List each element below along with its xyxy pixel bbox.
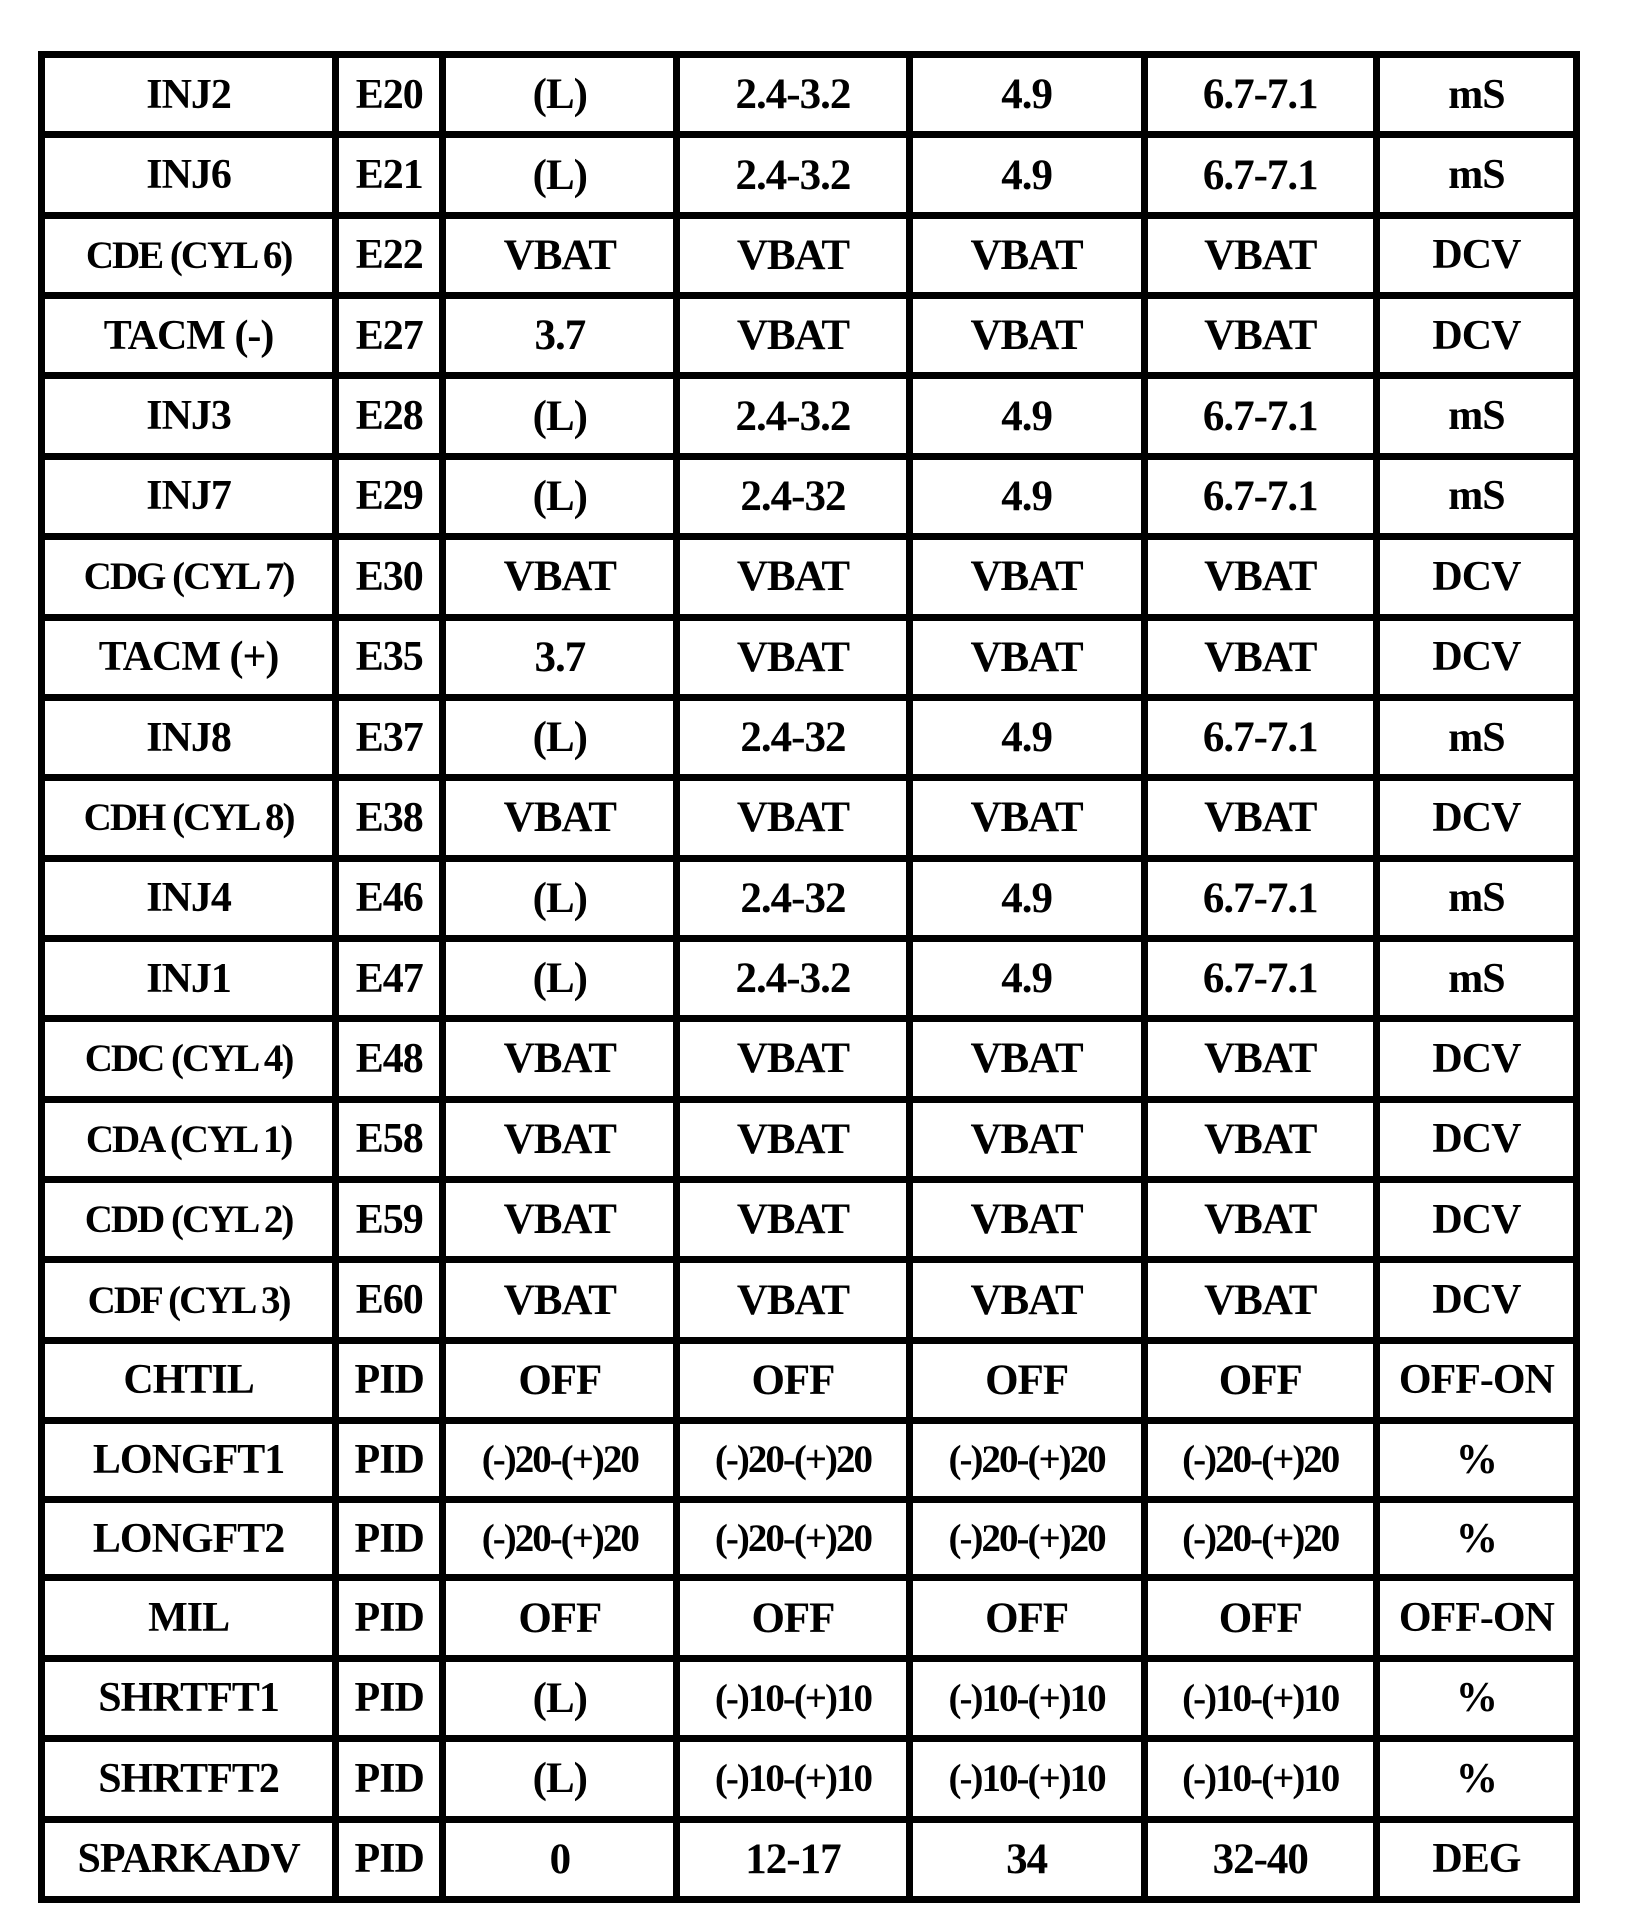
pin-cell: PID: [339, 1742, 439, 1815]
value-c-cell: 4.9: [913, 379, 1141, 452]
signal-cell: INJ1: [45, 942, 332, 1015]
value-b-cell: VBAT: [680, 1022, 905, 1095]
value-a-cell: (L): [446, 1662, 673, 1735]
value-c-cell: VBAT: [913, 219, 1141, 292]
unit-cell: %: [1380, 1742, 1573, 1815]
table-row: [45, 1581, 1573, 1654]
value-b-cell: 2.4-32: [680, 460, 905, 533]
value-b-cell: VBAT: [680, 1263, 905, 1336]
unit-cell: DCV: [1380, 781, 1573, 854]
value-b-cell: 2.4-3.2: [680, 58, 905, 131]
value-d-cell: 6.7-7.1: [1148, 138, 1373, 211]
table-row: [45, 781, 1573, 854]
value-a-cell: 3.7: [446, 621, 673, 694]
table-body: [45, 58, 1573, 1896]
signal-cell: SHRTFT2: [45, 1742, 332, 1815]
unit-cell: %: [1380, 1503, 1573, 1575]
signal-cell: CDD (CYL 2): [45, 1183, 332, 1256]
unit-cell: DEG: [1380, 1823, 1573, 1897]
value-d-cell: 6.7-7.1: [1148, 58, 1373, 131]
value-d-cell: 32-40: [1148, 1823, 1373, 1897]
value-a-cell: VBAT: [446, 1183, 673, 1256]
signal-cell: INJ3: [45, 379, 332, 452]
table-row: [45, 1183, 1573, 1256]
pin-cell: PID: [339, 1662, 439, 1735]
value-d-cell: VBAT: [1148, 299, 1373, 372]
unit-cell: mS: [1380, 138, 1573, 211]
value-a-cell: 3.7: [446, 299, 673, 372]
pin-cell: PID: [339, 1823, 439, 1897]
table-row: [45, 1424, 1573, 1496]
signal-cell: CDC (CYL 4): [45, 1022, 332, 1095]
value-a-cell: (-)20-(+)20: [446, 1503, 673, 1575]
table-row: [45, 1823, 1573, 1897]
table-row: [45, 460, 1573, 533]
unit-cell: OFF-ON: [1380, 1344, 1573, 1417]
table-row: [45, 379, 1573, 452]
value-c-cell: 4.9: [913, 701, 1141, 774]
signal-cell: CDH (CYL 8): [45, 781, 332, 854]
value-d-cell: (-)10-(+)10: [1148, 1742, 1373, 1815]
value-a-cell: (L): [446, 942, 673, 1015]
pin-cell: E30: [339, 540, 439, 613]
value-c-cell: 34: [913, 1823, 1141, 1897]
value-b-cell: 2.4-32: [680, 862, 905, 935]
unit-cell: mS: [1380, 942, 1573, 1015]
value-d-cell: VBAT: [1148, 1183, 1373, 1256]
pin-cell: E29: [339, 460, 439, 533]
pin-cell: E28: [339, 379, 439, 452]
pin-cell: E37: [339, 701, 439, 774]
unit-cell: mS: [1380, 460, 1573, 533]
table-row: [45, 1742, 1573, 1815]
signal-cell: INJ6: [45, 138, 332, 211]
pin-cell: E46: [339, 862, 439, 935]
pin-cell: E48: [339, 1022, 439, 1095]
value-b-cell: VBAT: [680, 1103, 905, 1176]
value-a-cell: (L): [446, 138, 673, 211]
value-a-cell: VBAT: [446, 1263, 673, 1336]
value-a-cell: OFF: [446, 1344, 673, 1417]
value-b-cell: OFF: [680, 1581, 905, 1654]
unit-cell: DCV: [1380, 299, 1573, 372]
value-c-cell: VBAT: [913, 1103, 1141, 1176]
value-c-cell: VBAT: [913, 299, 1141, 372]
signal-cell: SPARKADV: [45, 1823, 332, 1897]
value-d-cell: VBAT: [1148, 1263, 1373, 1336]
value-a-cell: VBAT: [446, 219, 673, 292]
value-c-cell: 4.9: [913, 460, 1141, 533]
signal-cell: SHRTFT1: [45, 1662, 332, 1735]
signal-cell: CHTIL: [45, 1344, 332, 1417]
value-b-cell: (-)10-(+)10: [680, 1662, 905, 1735]
value-b-cell: 12-17: [680, 1823, 905, 1897]
unit-cell: DCV: [1380, 219, 1573, 292]
pin-cell: E20: [339, 58, 439, 131]
value-c-cell: VBAT: [913, 621, 1141, 694]
value-b-cell: 2.4-3.2: [680, 138, 905, 211]
value-c-cell: (-)20-(+)20: [913, 1503, 1141, 1575]
unit-cell: DCV: [1380, 1103, 1573, 1176]
value-a-cell: (L): [446, 58, 673, 131]
signal-cell: CDA (CYL 1): [45, 1103, 332, 1176]
value-d-cell: 6.7-7.1: [1148, 379, 1373, 452]
diagnostic-values-table: [38, 51, 1580, 1903]
unit-cell: mS: [1380, 701, 1573, 774]
signal-cell: INJ4: [45, 862, 332, 935]
value-c-cell: VBAT: [913, 781, 1141, 854]
value-d-cell: 6.7-7.1: [1148, 701, 1373, 774]
unit-cell: mS: [1380, 58, 1573, 131]
table-row: [45, 540, 1573, 613]
table-row: [45, 1263, 1573, 1336]
unit-cell: DCV: [1380, 621, 1573, 694]
value-c-cell: (-)10-(+)10: [913, 1742, 1141, 1815]
table-row: [45, 1503, 1573, 1575]
value-d-cell: VBAT: [1148, 781, 1373, 854]
table-row: [45, 1022, 1573, 1095]
pin-cell: E21: [339, 138, 439, 211]
value-d-cell: OFF: [1148, 1581, 1373, 1654]
value-d-cell: 6.7-7.1: [1148, 942, 1373, 1015]
pin-cell: E38: [339, 781, 439, 854]
value-a-cell: (L): [446, 862, 673, 935]
unit-cell: DCV: [1380, 1022, 1573, 1095]
value-c-cell: VBAT: [913, 540, 1141, 613]
value-c-cell: 4.9: [913, 138, 1141, 211]
value-b-cell: 2.4-32: [680, 701, 905, 774]
table-row: [45, 58, 1573, 131]
value-d-cell: (-)20-(+)20: [1148, 1424, 1373, 1496]
value-b-cell: OFF: [680, 1344, 905, 1417]
unit-cell: DCV: [1380, 1183, 1573, 1256]
pin-cell: E27: [339, 299, 439, 372]
pin-cell: E22: [339, 219, 439, 292]
pin-cell: E59: [339, 1183, 439, 1256]
signal-cell: CDE (CYL 6): [45, 219, 332, 292]
unit-cell: %: [1380, 1424, 1573, 1496]
value-c-cell: VBAT: [913, 1183, 1141, 1256]
value-b-cell: VBAT: [680, 540, 905, 613]
value-c-cell: VBAT: [913, 1263, 1141, 1336]
value-a-cell: VBAT: [446, 1103, 673, 1176]
value-b-cell: VBAT: [680, 1183, 905, 1256]
value-a-cell: (L): [446, 379, 673, 452]
value-b-cell: VBAT: [680, 781, 905, 854]
pin-cell: PID: [339, 1424, 439, 1496]
unit-cell: OFF-ON: [1380, 1581, 1573, 1654]
value-d-cell: 6.7-7.1: [1148, 460, 1373, 533]
signal-cell: LONGFT1: [45, 1424, 332, 1496]
table-row: [45, 219, 1573, 292]
value-b-cell: (-)10-(+)10: [680, 1742, 905, 1815]
value-d-cell: (-)20-(+)20: [1148, 1503, 1373, 1575]
unit-cell: DCV: [1380, 540, 1573, 613]
signal-cell: INJ8: [45, 701, 332, 774]
value-b-cell: VBAT: [680, 219, 905, 292]
table-row: [45, 1103, 1573, 1176]
value-a-cell: VBAT: [446, 781, 673, 854]
signal-cell: CDG (CYL 7): [45, 540, 332, 613]
value-b-cell: (-)20-(+)20: [680, 1424, 905, 1496]
value-a-cell: (L): [446, 1742, 673, 1815]
pin-cell: PID: [339, 1344, 439, 1417]
value-a-cell: OFF: [446, 1581, 673, 1654]
signal-cell: TACM (+): [45, 621, 332, 694]
signal-cell: INJ7: [45, 460, 332, 533]
value-c-cell: 4.9: [913, 942, 1141, 1015]
unit-cell: DCV: [1380, 1263, 1573, 1336]
unit-cell: mS: [1380, 379, 1573, 452]
pin-cell: E35: [339, 621, 439, 694]
value-b-cell: VBAT: [680, 299, 905, 372]
signal-cell: TACM (-): [45, 299, 332, 372]
value-d-cell: OFF: [1148, 1344, 1373, 1417]
value-d-cell: VBAT: [1148, 1022, 1373, 1095]
table-row: [45, 1344, 1573, 1417]
table-row: [45, 299, 1573, 372]
pin-cell: PID: [339, 1581, 439, 1654]
value-d-cell: VBAT: [1148, 219, 1373, 292]
value-a-cell: VBAT: [446, 1022, 673, 1095]
value-b-cell: 2.4-3.2: [680, 942, 905, 1015]
table-row: [45, 138, 1573, 211]
value-b-cell: VBAT: [680, 621, 905, 694]
table-row: [45, 1662, 1573, 1735]
table-row: [45, 621, 1573, 694]
value-a-cell: (L): [446, 460, 673, 533]
value-d-cell: VBAT: [1148, 1103, 1373, 1176]
value-c-cell: (-)20-(+)20: [913, 1424, 1141, 1496]
value-c-cell: 4.9: [913, 58, 1141, 131]
value-c-cell: VBAT: [913, 1022, 1141, 1095]
value-c-cell: 4.9: [913, 862, 1141, 935]
signal-cell: CDF (CYL 3): [45, 1263, 332, 1336]
pin-cell: E58: [339, 1103, 439, 1176]
value-d-cell: VBAT: [1148, 540, 1373, 613]
signal-cell: MIL: [45, 1581, 332, 1654]
value-c-cell: OFF: [913, 1344, 1141, 1417]
value-a-cell: VBAT: [446, 540, 673, 613]
value-a-cell: (L): [446, 701, 673, 774]
unit-cell: mS: [1380, 862, 1573, 935]
unit-cell: %: [1380, 1662, 1573, 1735]
value-b-cell: 2.4-3.2: [680, 379, 905, 452]
table-row: [45, 701, 1573, 774]
value-a-cell: 0: [446, 1823, 673, 1897]
table-row: [45, 942, 1573, 1015]
value-d-cell: VBAT: [1148, 621, 1373, 694]
value-c-cell: (-)10-(+)10: [913, 1662, 1141, 1735]
signal-cell: INJ2: [45, 58, 332, 131]
value-a-cell: (-)20-(+)20: [446, 1424, 673, 1496]
value-c-cell: OFF: [913, 1581, 1141, 1654]
pin-cell: PID: [339, 1503, 439, 1575]
value-b-cell: (-)20-(+)20: [680, 1503, 905, 1575]
pin-cell: E60: [339, 1263, 439, 1336]
value-d-cell: (-)10-(+)10: [1148, 1662, 1373, 1735]
table-row: [45, 862, 1573, 935]
signal-cell: LONGFT2: [45, 1503, 332, 1575]
value-d-cell: 6.7-7.1: [1148, 862, 1373, 935]
pin-cell: E47: [339, 942, 439, 1015]
